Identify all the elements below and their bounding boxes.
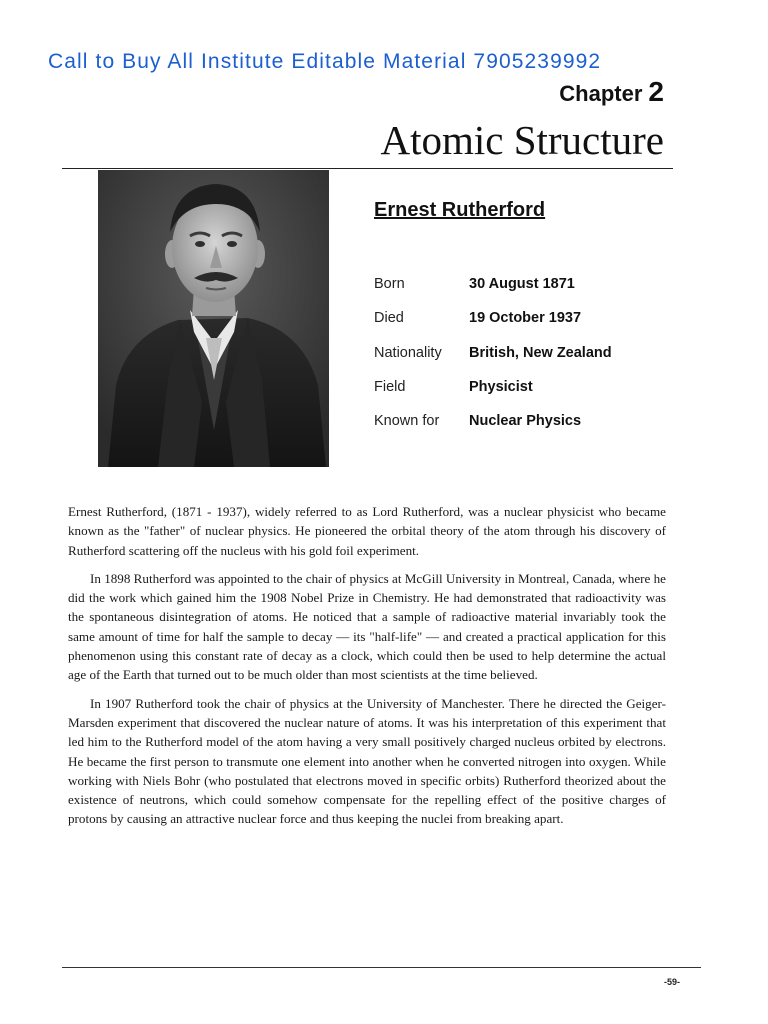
header-divider	[62, 168, 673, 169]
scientist-name: Ernest Rutherford	[374, 199, 546, 221]
rutherford-portrait	[98, 170, 329, 467]
paragraph-manchester: In 1907 Rutherford took the chair of physics at the University of Manchester. There he directed the Geiger-Marsden experiment that discovered the nuclear nature of atoms. It was his interpretation of this experiment that led him to the Rutherford model of the atom having a very small positively charged nucleus orbited by electrons. He became the first person to transmute one element into another when he converted nitrogen into oxygen. While working with Niels Bohr (who postulated that electrons moved in specific orbits) Rutherford theorized about the existence of neutrons, which could somehow compensate for the repelling effect of the positive charges of protons by causing an attractive nuclear force and thus keeping the nuclei from breaking apart.	[68, 695, 666, 827]
fact-label: Born	[374, 276, 405, 292]
biography-text	[68, 502, 666, 838]
fact-label: Field	[374, 378, 406, 395]
fact-label: Died	[374, 310, 404, 327]
paragraph-intro: Ernest Rutherford, (1871 - 1937), widely referred to as Lord Rutherford, was a nuclear physicist who became known as the "father" of nuclear physics. He pioneered the orbital theory of the atom through his discovery of Rutherford scattering off the nucleus with his gold foil experiment.	[68, 504, 666, 558]
chapter-number: 2	[648, 76, 664, 107]
paragraph-mcgill: In 1898 Rutherford was appointed to the chair of physics at McGill University in Montreal, Canada, where he did the work which gained him the 1908 Nobel Prize in Chemistry. He had demonstrated that radioactivity was the spontaneous disintegration of atoms. He noticed that a sample of radioactive material invariably took the same amount of time for half the sample to decay — its "half-life" — and created a practical application for this phenomenon using this constant rate of decay as a clock, which could then be used to help determine the actual age of the Earth that turned out to be much older than most scientists at the time believed.	[68, 570, 666, 683]
fact-label: Nationality	[374, 344, 442, 361]
fact-value: 19 October 1937	[469, 310, 582, 327]
portrait-illustration	[98, 170, 329, 467]
promo-banner: Call to Buy All Institute Editable Material 7905239992	[48, 50, 602, 73]
fact-value: British, New Zealand	[469, 344, 612, 361]
profile-facts	[374, 276, 674, 447]
fact-value: Physicist	[469, 378, 533, 395]
page-number: -59-	[664, 977, 681, 987]
fact-label: Known for	[374, 413, 440, 430]
chapter-word: Chapter	[559, 81, 643, 106]
footer-divider	[62, 967, 701, 968]
fact-known-for	[374, 413, 674, 447]
fact-born	[374, 276, 674, 310]
fact-died	[374, 310, 674, 344]
fact-value: Nuclear Physics	[469, 413, 582, 430]
fact-nationality	[374, 345, 674, 379]
chapter-title: Atomic Structure	[380, 117, 664, 163]
fact-field	[374, 379, 674, 413]
chapter-label	[559, 76, 664, 108]
fact-value: 30 August 1871	[469, 276, 575, 292]
